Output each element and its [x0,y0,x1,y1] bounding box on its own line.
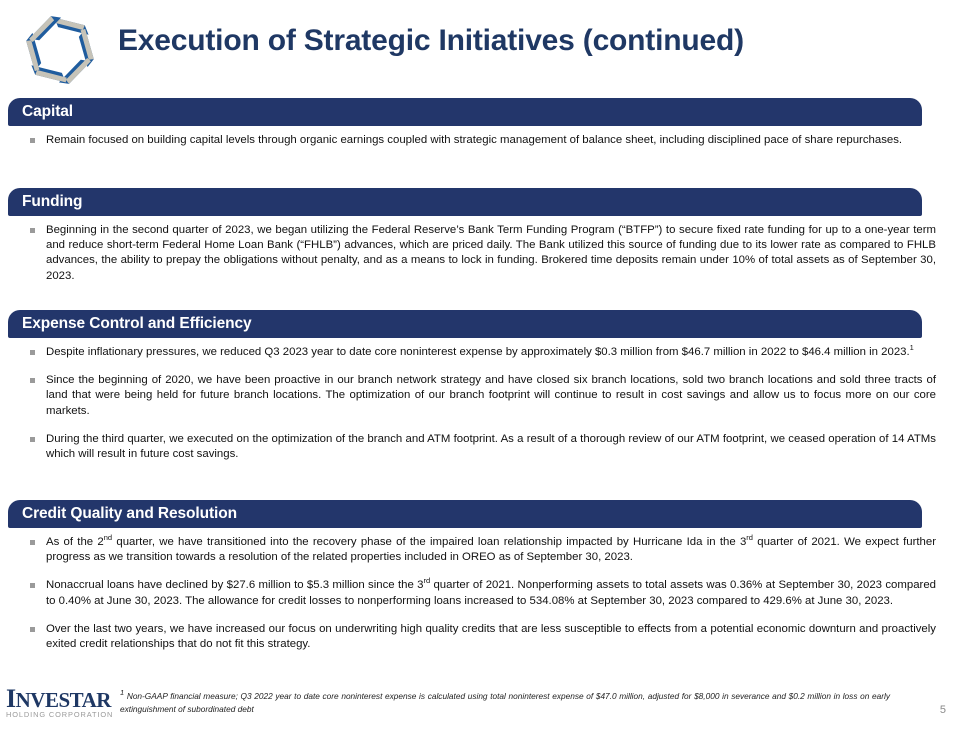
section-credit-quality-and-resolution [8,500,952,652]
bullet-text: Since the beginning of 2020, we have been proactive in our branch network strategy and have closed six branch locations, sold two branch locations and sold three tracts of land that were being held for future branch locations. The optimization of our branch footprint will continue to result in cost savings and allow us to focus more on our core markets. [46,374,936,417]
footnote-marker: 1 [909,343,914,353]
bullet-marker-icon [30,228,35,233]
section-body [8,528,952,652]
footer-logo-text: INVESTAR [6,684,111,713]
bullet-marker-icon [30,378,35,383]
footnote [120,690,890,716]
section-body [8,126,952,148]
footnote-text: Non-GAAP financial measure; Q3 2022 year to date core noninterest expense is calculated using total noninterest expense of $47.0 million, adjusted for $8,000 in severance and $0.2 million in loss on early extinguishment of subordinated debt [120,691,890,714]
bullet-text: Over the last two years, we have increased our focus on underwriting high quality credits that are less susceptible to effects from a potential economic downturn and proactively exited credit relationships that do not fit this strategy. [46,622,936,651]
section-body [8,216,952,284]
bullet-item [24,373,936,419]
section-title: Funding [22,193,83,210]
bullet-item [24,345,936,360]
bullet-marker-icon [30,350,35,355]
bullet-text: Despite inflationary pressures, we reduced Q3 2023 year to date core noninterest expense by approximately $0.3 million from $46.7 million in 2022 to $46.4 million in 2023.$^1$ [46,343,914,358]
bullet-marker-icon [30,540,35,545]
bullet-marker-icon [30,583,35,588]
page-number: 5 [939,704,946,716]
bullet-item [24,535,936,565]
section-title: Expense Control and Efficiency [22,315,252,332]
slide-header [0,0,960,94]
section-header-funding [8,188,922,216]
bullet-item [24,133,936,148]
section-header-credit-quality-and-resolution [8,500,922,528]
bullet-item [24,578,936,608]
bullet-item [24,622,936,652]
section-header-capital [8,98,922,126]
investar-wordmark-logo [6,684,114,720]
footnote-marker: 1 [120,688,125,698]
slide-footer [0,686,960,730]
bullet-item [24,223,936,284]
bullet-marker-icon [30,437,35,442]
footer-logo-subtext: HOLDING CORPORATION [6,710,114,719]
bullet-marker-icon [30,138,35,143]
section-capital [8,98,952,148]
section-expense-control-and-efficiency [8,310,952,462]
bullet-text: Remain focused on building capital levels through organic earnings coupled with strategic management of balance sheet, including disciplined pace of share repurchases. [46,134,903,146]
section-funding [8,188,952,284]
section-title: Credit Quality and Resolution [22,505,237,522]
investar-pinwheel-logo-icon [12,10,108,90]
bullet-text: During the third quarter, we executed on the optimization of the branch and ATM footprint. As a result of a thorough review of our ATM footprint, we ceased operation of 14 ATMs which will result in future cost savings. [46,432,936,461]
bullet-text: Beginning in the second quarter of 2023, we began utilizing the Federal Reserve’s Bank Term Funding Program (“BTFP”) to secure fixed rate funding for up to a one-year term and reduce short-term Federal Home Loan Bank (“FHLB”) advances, which are priced daily. The Bank utilized this source of funding due to its lower rate as compared to FHLB advances, the ability to prepay the obligations without penalty, and as a means to lock in funding. Brokered time deposits remain under 10% of total assets as of September 30, 2023. [46,224,936,282]
bullet-marker-icon [30,627,35,632]
bullet-text: Nonaccrual loans have declined by $27.6 million to $5.3 million since the 3rd quarter of 2021. Nonperforming assets to total assets was 0.36% at September 30, 2023 compared to 0.40% at June 30, 2023. The allowance for credit losses to nonperforming loans increased to 534.08% at September 30, 2023 compared to 429.6% at June 30, 2023. [46,576,936,607]
section-body [8,338,952,462]
page-title: Execution of Strategic Initiatives (continued) [118,24,744,57]
bullet-item [24,432,936,462]
section-title: Capital [22,103,73,120]
bullet-text: As of the 2nd quarter, we have transitioned into the recovery phase of the impaired loan relationship impacted by Hurricane Ida in the 3rd quarter of 2021. We expect further progress as we transition towards a resolution of the related properties included in OREO as of September 30, 2023. [46,533,936,564]
section-header-expense-control-and-efficiency [8,310,922,338]
